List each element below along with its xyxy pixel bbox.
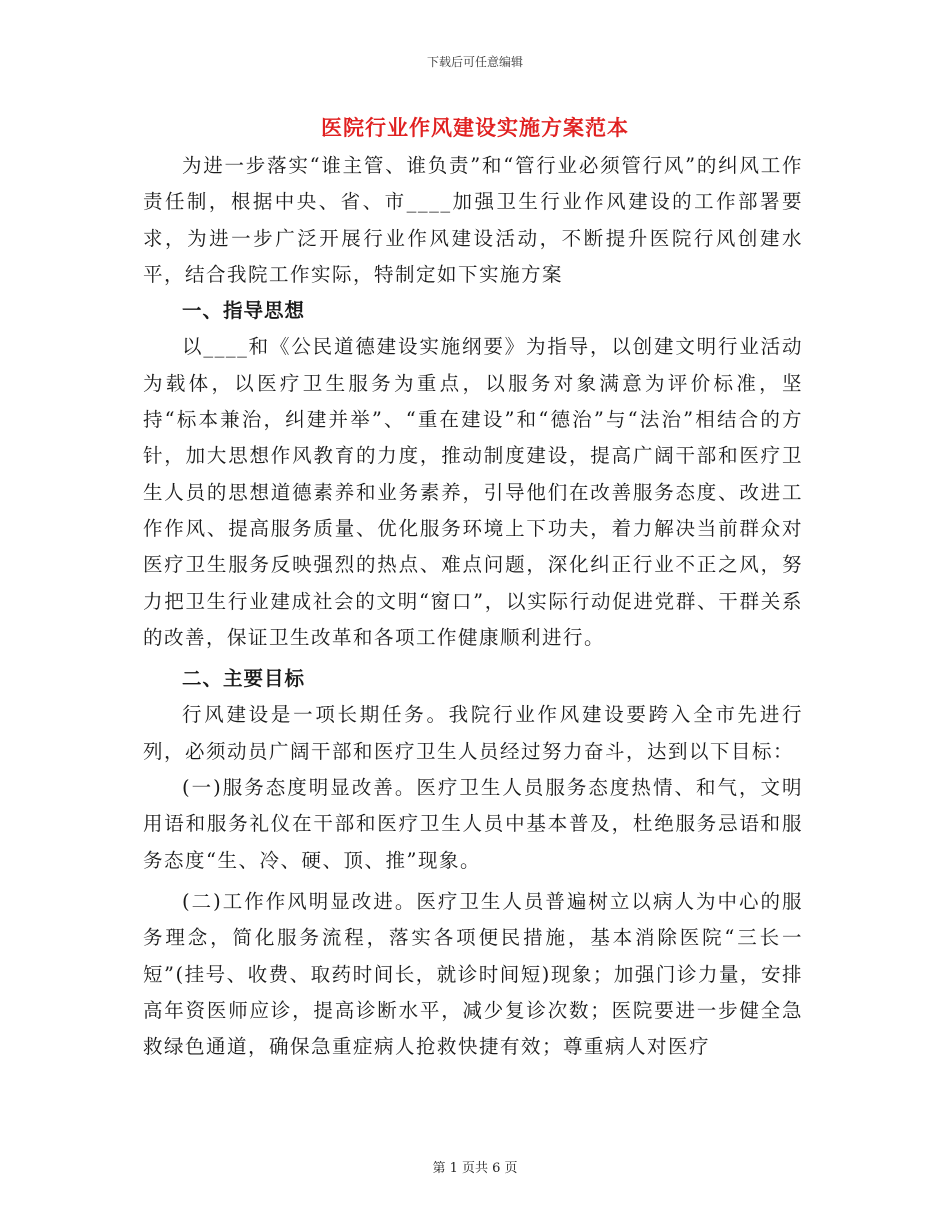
header-note: 下载后可任意编辑 (426, 55, 523, 69)
document-title: 医院行业作风建设实施方案范本 (321, 115, 629, 140)
goal-item-work-style: (二)工作作风明显改进。医疗卫生人员普遍树立以病人为中心的服务理念，简化服务流程，落实各项便民措施，基本消除医院“三长一短”(挂号、收费、取药时间长，就诊时间短)现象；加强门诊力量，安排高年资医师应诊，提高诊断水平，减少复诊次数；医院要进一步健全急救绿色通道，确保急重症病人抢救快捷有效；尊重病人对医疗 (143, 889, 803, 1059)
page-footer: 第 1 页共 6 页 (432, 1161, 518, 1176)
main-goals-paragraph: 行风建设是一项长期任务。我院行业作风建设要跨入全市先进行列，必须动员广阔干部和医疗卫生人员经过努力奋斗，达到以下目标： (143, 703, 803, 763)
section-heading-guiding-ideology: 一、指导思想 (182, 299, 306, 323)
intro-paragraph: 为进一步落实“谁主管、谁负责”和“管行业必须管行风”的纠风工作责任制，根据中央、省、市____加强卫生行业作风建设的工作部署要求，为进一步广泛开展行业作风建设活动，不断提升医院行风创建水平，结合我院工作实际，特制定如下实施方案 (143, 154, 803, 286)
section-heading-main-goals: 二、主要目标 (182, 667, 306, 691)
goal-item-service-attitude: (一)服务态度明显改善。医疗卫生人员服务态度热情、和气，文明用语和服务礼仪在干部和医疗卫生人员中基本普及，杜绝服务忌语和服务态度“生、冷、硬、顶、推”现象。 (143, 776, 803, 872)
guiding-ideology-paragraph: 以____和《公民道德建设实施纲要》为指导，以创建文明行业活动为载体，以医疗卫生服务为重点，以服务对象满意为评价标准，坚持“标本兼治，纠建并举”、“重在建设”和“德治”与“法治”相结合的方针，加大思想作风教育的力度，推动制度建设，提高广阔干部和医疗卫生人员的思想道德素养和业务素养，引导他们在改善服务态度、改进工作作风、提高服务质量、优化服务环境上下功夫，着力解决当前群众对医疗卫生服务反映强烈的热点、难点问题，深化纠正行业不正之风，努力把卫生行业建成社会的文明“窗口”，以实际行动促进党群、干群关系的改善，保证卫生改革和各项工作健康顺利进行。 (143, 335, 803, 649)
document-body (143, 148, 803, 1065)
